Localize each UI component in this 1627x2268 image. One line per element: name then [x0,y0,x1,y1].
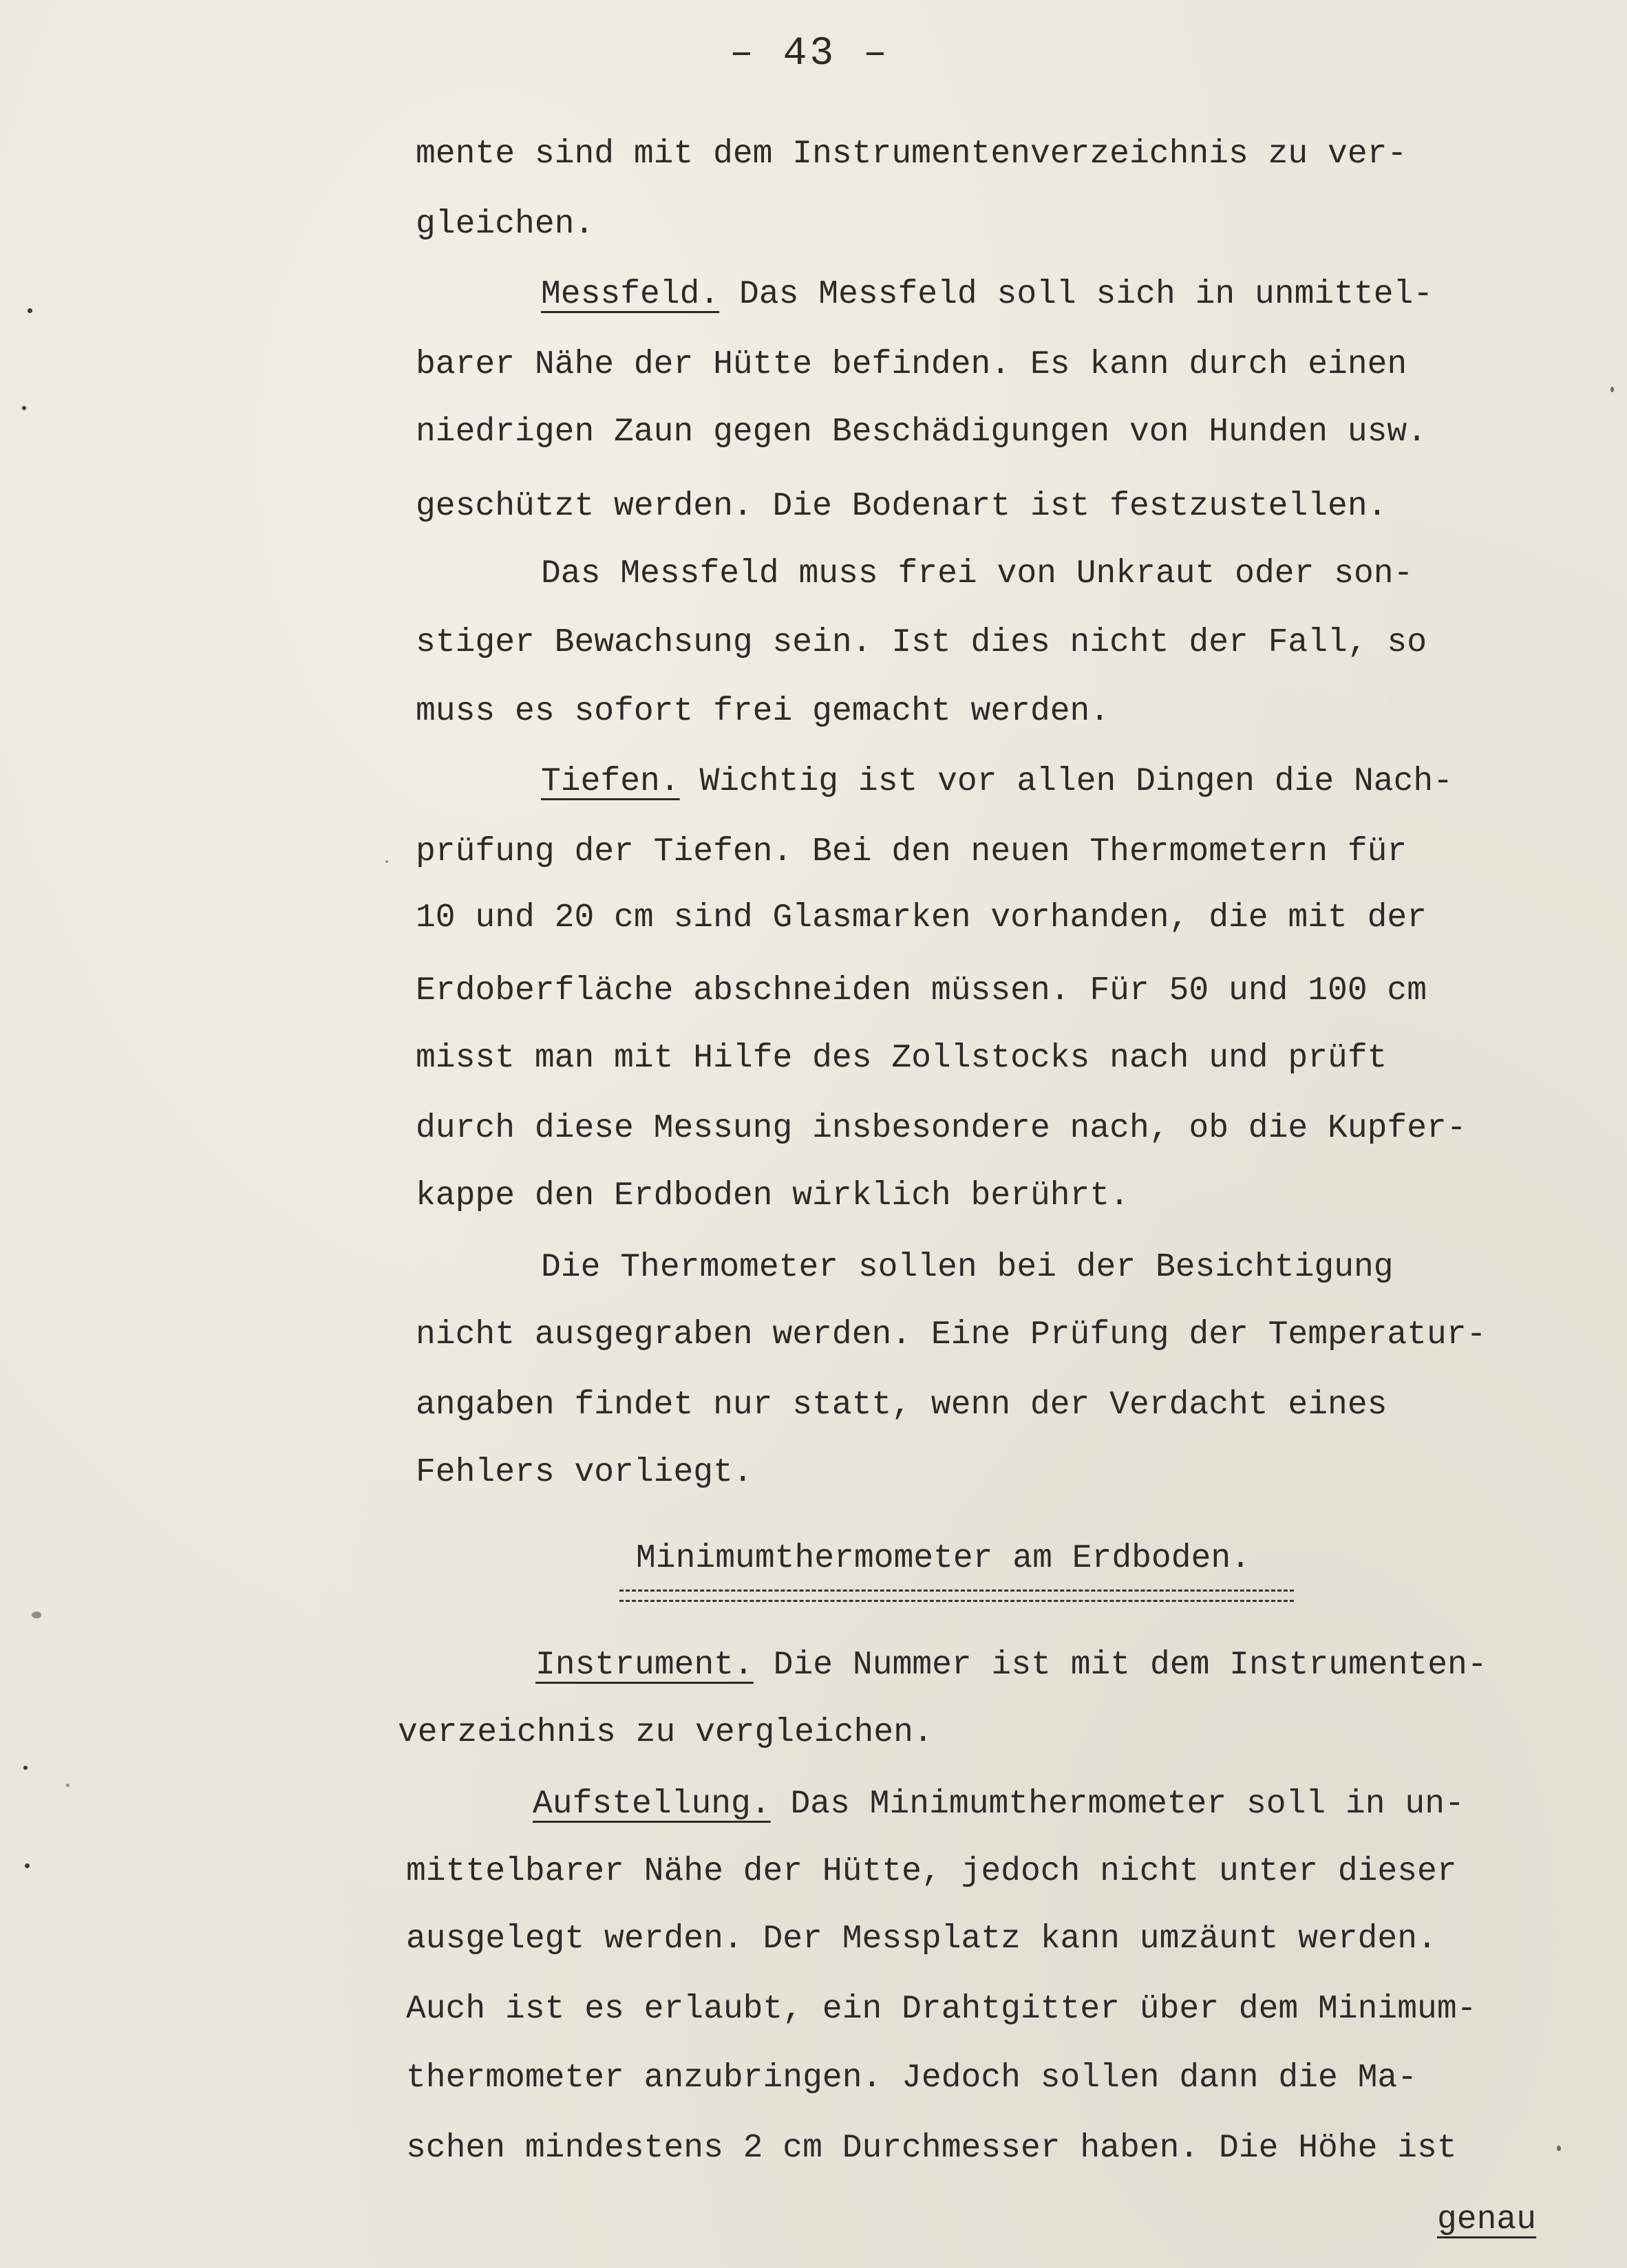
text-line: angaben findet nur statt, wenn der Verdacht eines [416,1387,1387,1424]
text-line: verzeichnis zu vergleichen. [398,1714,933,1751]
text-line: nicht ausgegraben werden. Eine Prüfung der Temperatur- [416,1316,1487,1354]
section-line-aufstellung [533,1788,1465,1821]
text-span: Das Minimumthermometer soll in un- [770,1786,1465,1823]
section-heading-messfeld: Messfeld. [541,276,720,313]
page-number: – 43 – [730,32,890,76]
section-heading-aufstellung: Aufstellung. [533,1786,771,1823]
text-line: gleichen. [416,206,595,243]
margin-speck [1557,2146,1561,2151]
text-line: geschützt werden. Die Bodenart ist festzustellen. [416,488,1387,525]
text-line: Auch ist es erlaubt, ein Drahtgitter über dem Minimum- [406,1991,1477,2028]
text-line: schen mindestens 2 cm Durchmesser haben. Die Höhe ist [406,2130,1457,2167]
double-underline-divider [619,1590,1294,1602]
section-line-instrument [535,1649,1487,1682]
text-line: misst man mit Hilfe des Zollstocks nach und prüft [416,1040,1387,1077]
margin-speck [1610,387,1614,392]
margin-speck [32,1612,41,1618]
catchword: genau [1437,2201,1537,2238]
section-heading-instrument: Instrument. [535,1647,754,1684]
text-span: Das Messfeld soll sich in unmittel- [719,276,1434,313]
text-line: Fehlers vorliegt. [416,1454,753,1491]
margin-speck [23,1766,28,1770]
margin-speck [28,308,32,313]
text-span: Die Nummer ist mit dem Instrumenten- [753,1647,1487,1684]
text-line: muss es sofort frei gemacht werden. [416,693,1110,730]
text-line: prüfung der Tiefen. Bei den neuen Thermometern für [416,833,1407,870]
text-line: stiger Bewachsung sein. Ist dies nicht der Fall, so [416,624,1427,661]
margin-speck [66,1784,70,1787]
margin-speck [385,860,388,863]
text-line: mente sind mit dem Instrumentenverzeichnis zu ver- [416,136,1407,173]
text-line: Erdoberfläche abschneiden müssen. Für 50 und 100 cm [416,972,1427,1009]
text-line: mittelbarer Nähe der Hütte, jedoch nicht unter dieser [406,1853,1457,1890]
text-line: 10 und 20 cm sind Glasmarken vorhanden, die mit der [416,899,1427,937]
text-line: Das Messfeld muss frei von Unkraut oder son- [541,555,1414,592]
text-line: barer Nähe der Hütte befinden. Es kann durch einen [416,346,1407,383]
text-line: thermometer anzubringen. Jedoch sollen dann die Ma- [406,2060,1418,2097]
text-line: ausgelegt werden. Der Messplatz kann umzäunt werden. [406,1921,1437,1958]
text-line: durch diese Messung insbesondere nach, ob die Kupfer- [416,1110,1467,1147]
text-line: kappe den Erdboden wirklich berührt. [416,1177,1129,1215]
section-heading-tiefen: Tiefen. [541,763,680,800]
section-title-minimumthermometer: Minimumthermometer am Erdboden. [636,1540,1251,1577]
section-line-messfeld [541,278,1433,311]
section-line-tiefen [541,765,1453,798]
text-line: Die Thermometer sollen bei der Besichtigung [541,1249,1394,1286]
margin-speck [25,1863,30,1868]
margin-speck [22,406,26,410]
text-span: Wichtig ist vor allen Dingen die Nach- [679,763,1454,800]
text-line: niedrigen Zaun gegen Beschädigungen von Hunden usw. [416,414,1427,451]
